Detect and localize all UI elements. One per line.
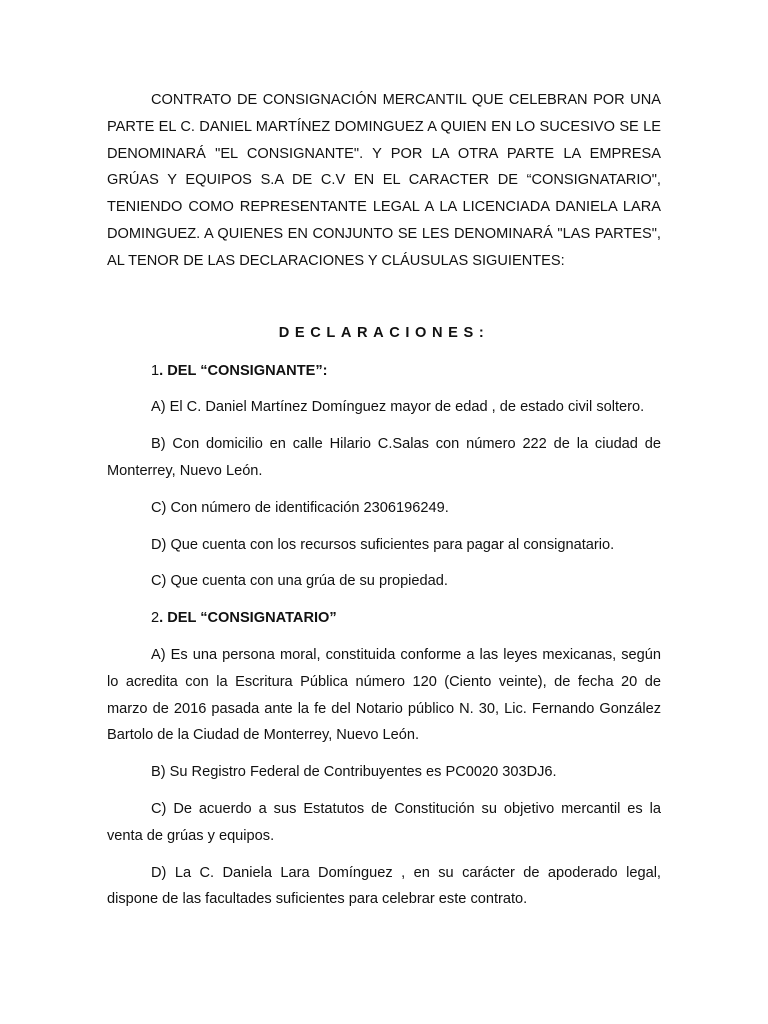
section-2-item-d: D) La C. Daniela Lara Domínguez , en su carácter de apoderado legal, dispone de las facultades suficientes para celebrar este contrato.: [107, 864, 661, 908]
section-1-item-d: D) Que cuenta con los recursos suficientes para pagar al consignatario.: [151, 536, 615, 553]
section-2-number: 2: [151, 610, 160, 627]
section-2-item-b: B) Su Registro Federal de Contribuyentes es PC0020 303DJ6.: [151, 764, 557, 781]
declarations-heading: DECLARACIONES:: [278, 324, 490, 341]
section-2-item-a: A) Es una persona moral, constituida conforme a las leyes mexicanas, según lo acredita con la Escritura Pública número 120 (Ciento veinte), de fecha 20 de marzo de 2016 pasada ante la fe del Notario público N. 30, Lic. Fernando González Bartolo de la Ciudad de Monterrey, Nuevo León.: [107, 646, 661, 744]
section-1-number: 1: [151, 362, 160, 379]
section-1-item-c: C) Con número de identificación 2306196249.: [151, 499, 449, 516]
document-page: [107, 87, 661, 923]
section-1-item-a: A) El C. Daniel Martínez Domínguez mayor de edad , de estado civil soltero.: [151, 399, 645, 416]
section-1-title: [107, 358, 661, 385]
section-2-item-c: C) De acuerdo a sus Estatutos de Constitución su objetivo mercantil es la venta de grúas y equipos.: [107, 800, 661, 844]
section-2-label: . DEL “CONSIGNATARIO”: [159, 610, 337, 627]
section-1-item-b: B) Con domicilio en calle Hilario C.Salas con número 222 de la ciudad de Monterrey, Nuevo León.: [107, 436, 661, 479]
section-2-title: [107, 605, 661, 632]
contract-intro-paragraph: CONTRATO DE CONSIGNACIÓN MERCANTIL QUE CELEBRAN POR UNA PARTE EL C. DANIEL MARTÍNEZ DOMINGUEZ A QUIEN EN LO SUCESIVO SE LE DENOMINARÁ "EL CONSIGNANTE". Y POR LA OTRA PARTE LA EMPRESA GRÚAS Y EQUIPOS S.A DE C.V EN EL CARACTER DE “CONSIGNATARIO", TENIENDO COMO REPRESENTANTE LEGAL A LA LICENCIADA DANIELA LARA DOMINGUEZ. A QUIENES EN CONJUNTO SE LES DENOMINARÁ "LAS PARTES", AL TENOR DE LAS DECLARACIONES Y CLÁUSULAS SIGUIENTES:: [107, 92, 661, 269]
section-1-item-e: C) Que cuenta con una grúa de su propiedad.: [151, 573, 448, 590]
section-1-label: . DEL “CONSIGNANTE”:: [159, 362, 328, 379]
